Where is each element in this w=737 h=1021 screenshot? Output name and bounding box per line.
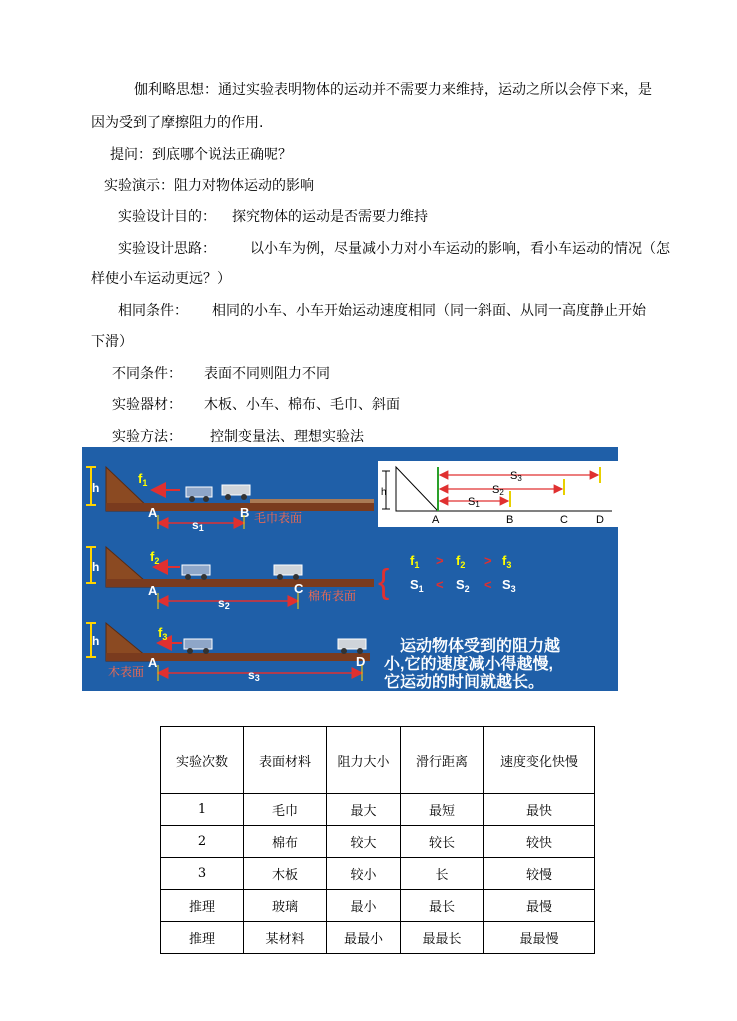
table-cell: 最快 bbox=[484, 794, 595, 826]
point-c-2: C bbox=[294, 581, 304, 596]
schematic-b: B bbox=[506, 514, 514, 526]
table-row bbox=[161, 794, 595, 826]
schematic-s1: S bbox=[468, 496, 476, 508]
f3-label: f bbox=[158, 625, 163, 640]
table-cell: 1 bbox=[161, 794, 244, 826]
header-cell: 实验次数 bbox=[161, 727, 244, 794]
svg-text:s3 bbox=[248, 668, 260, 683]
diff-label: 不同条件： bbox=[112, 366, 182, 382]
conclusion bbox=[384, 636, 560, 691]
cmp-s3-sub: 3 bbox=[510, 584, 516, 594]
row-wood bbox=[86, 623, 370, 683]
height-label-3: h bbox=[92, 634, 100, 648]
demo-line: 实验演示：阻力对物体运动的影响 bbox=[104, 178, 314, 194]
cmp-s2: S bbox=[456, 577, 465, 592]
cmp-f1-sub: 1 bbox=[414, 560, 420, 570]
cmp-s2-sub: 2 bbox=[464, 584, 470, 594]
same-text-2: 下滑） bbox=[91, 334, 133, 350]
s2-sub: 2 bbox=[224, 601, 230, 611]
f2-sub: 2 bbox=[154, 556, 160, 566]
goal-label: 实验设计目的： bbox=[118, 209, 216, 225]
comparison bbox=[378, 553, 516, 601]
s3-sub: 3 bbox=[254, 673, 260, 683]
method-label: 实验方法： bbox=[112, 429, 182, 445]
galileo-line-1: 伽利略思想：通过实验表明物体的运动并不需要力来维持，运动之所以会停下来，是 bbox=[134, 82, 652, 98]
table-cell: 最最小 bbox=[327, 922, 401, 954]
row-cotton bbox=[86, 547, 374, 611]
equip-text: 木板、小车、棉布、毛巾、斜面 bbox=[204, 397, 400, 413]
schematic-c: C bbox=[560, 514, 568, 526]
table-cell: 3 bbox=[161, 858, 244, 890]
table-cell: 木板 bbox=[244, 858, 327, 890]
table-cell: 玻璃 bbox=[244, 890, 327, 922]
table-row bbox=[161, 922, 595, 954]
cmp-s1-sub: 1 bbox=[418, 584, 424, 594]
table-cell: 最最长 bbox=[401, 922, 484, 954]
header-cell: 速度变化快慢 bbox=[484, 727, 595, 794]
table-cell: 棉布 bbox=[244, 826, 327, 858]
f3-sub: 3 bbox=[162, 632, 168, 642]
cmp-s1: S bbox=[410, 577, 419, 592]
table-cell: 较小 bbox=[327, 858, 401, 890]
schematic-s3-sub: 3 bbox=[517, 474, 522, 483]
question-line: 提问：到底哪个说法正确呢？ bbox=[110, 147, 292, 163]
table-row bbox=[161, 858, 595, 890]
surface-wood-label: 木表面 bbox=[108, 665, 145, 679]
experiment-figure bbox=[82, 447, 618, 691]
surface-cotton-label: 棉布表面 bbox=[308, 589, 357, 603]
idea-label: 实验设计思路： bbox=[118, 241, 216, 257]
table-row bbox=[161, 826, 595, 858]
table-cell: 推理 bbox=[161, 922, 244, 954]
table-row bbox=[161, 890, 595, 922]
f1-label: f bbox=[138, 471, 143, 486]
table-cell: 毛巾 bbox=[244, 794, 327, 826]
cmp-s3: S bbox=[502, 577, 511, 592]
cmp-gt-2: > bbox=[484, 553, 492, 568]
results-table bbox=[160, 726, 595, 954]
table-cell: 较慢 bbox=[484, 858, 595, 890]
svg-text:f1 bbox=[410, 553, 419, 570]
point-a-1: A bbox=[148, 505, 158, 520]
height-label-2: h bbox=[92, 560, 100, 574]
s3-label: s bbox=[248, 668, 255, 682]
schematic bbox=[378, 461, 618, 527]
svg-text:f2 bbox=[456, 553, 465, 570]
cmp-lt-1: < bbox=[436, 577, 444, 592]
method-text: 控制变量法、理想实验法 bbox=[210, 429, 364, 445]
table-cell: 较快 bbox=[484, 826, 595, 858]
goal-text: 探究物体的运动是否需要力维持 bbox=[232, 209, 428, 225]
svg-text:S2 bbox=[456, 577, 470, 594]
svg-text:f3 bbox=[158, 625, 167, 642]
s2-label: s bbox=[218, 596, 225, 610]
point-a-3: A bbox=[148, 655, 158, 670]
header-cell: 阻力大小 bbox=[327, 727, 401, 794]
header-cell: 表面材料 bbox=[244, 727, 327, 794]
table-cell: 最短 bbox=[401, 794, 484, 826]
height-label: h bbox=[92, 481, 100, 495]
cmp-gt-1: > bbox=[436, 553, 444, 568]
svg-text:S1 bbox=[410, 577, 424, 594]
table-cell: 推理 bbox=[161, 890, 244, 922]
table-cell: 最长 bbox=[401, 890, 484, 922]
cmp-f2: f bbox=[456, 553, 461, 568]
conclusion-line-2: 小,它的速度减小得越慢, bbox=[384, 656, 553, 673]
svg-text:{: { bbox=[378, 563, 390, 601]
schematic-s2: S bbox=[492, 484, 500, 496]
svg-text:f1 bbox=[138, 471, 147, 488]
galileo-line-2: 因为受到了摩擦阻力的作用. bbox=[91, 115, 264, 131]
point-b-1: B bbox=[240, 505, 250, 520]
cmp-f3: f bbox=[502, 553, 507, 568]
schematic-s2-sub: 2 bbox=[499, 488, 504, 497]
table-cell: 较长 bbox=[401, 826, 484, 858]
table-header-row bbox=[161, 727, 595, 794]
table-cell: 最最慢 bbox=[484, 922, 595, 954]
svg-text:f3 bbox=[502, 553, 511, 570]
f2-label: f bbox=[150, 549, 155, 564]
equip-label: 实验器材： bbox=[112, 397, 182, 413]
cmp-lt-2: < bbox=[484, 577, 492, 592]
point-a-2: A bbox=[148, 583, 158, 598]
s1-label: s bbox=[192, 518, 199, 532]
idea-text-2: 样使小车运动更远？） bbox=[91, 271, 231, 287]
cmp-f1: f bbox=[410, 553, 415, 568]
f1-sub: 1 bbox=[142, 478, 148, 488]
s1-sub: 1 bbox=[198, 523, 204, 533]
svg-text:S3 bbox=[502, 577, 516, 594]
same-text: 相同的小车、小车开始运动速度相同（同一斜面、从同一高度静止开始 bbox=[212, 303, 646, 319]
conclusion-line-1: 运动物体受到的阻力越 bbox=[400, 638, 561, 655]
idea-text: 以小车为例，尽量减小力对小车运动的影响，看小车运动的情况（怎 bbox=[250, 241, 670, 257]
table-cell: 最大 bbox=[327, 794, 401, 826]
schematic-a: A bbox=[432, 514, 440, 526]
table-cell: 最小 bbox=[327, 890, 401, 922]
schematic-d: D bbox=[596, 514, 604, 526]
row-towel bbox=[86, 467, 374, 533]
table-cell: 较大 bbox=[327, 826, 401, 858]
schematic-s1-sub: 1 bbox=[475, 500, 480, 509]
table-cell: 2 bbox=[161, 826, 244, 858]
schematic-s3: S bbox=[510, 470, 518, 482]
svg-text:f2 bbox=[150, 549, 159, 566]
table-cell: 长 bbox=[401, 858, 484, 890]
same-label: 相同条件： bbox=[118, 303, 188, 319]
surface-towel-label: 毛巾表面 bbox=[254, 511, 303, 525]
table-cell: 最慢 bbox=[484, 890, 595, 922]
svg-text:s2 bbox=[218, 596, 230, 611]
conclusion-line-3: 它运动的时间就越长。 bbox=[384, 674, 545, 691]
cmp-f2-sub: 2 bbox=[460, 560, 466, 570]
svg-text:s1 bbox=[192, 518, 204, 533]
header-cell: 滑行距离 bbox=[401, 727, 484, 794]
schematic-h: h bbox=[381, 487, 387, 498]
table-cell: 某材料 bbox=[244, 922, 327, 954]
diff-text: 表面不同则阻力不同 bbox=[204, 366, 330, 382]
point-d-3: D bbox=[356, 654, 366, 669]
cmp-f3-sub: 3 bbox=[506, 560, 512, 570]
